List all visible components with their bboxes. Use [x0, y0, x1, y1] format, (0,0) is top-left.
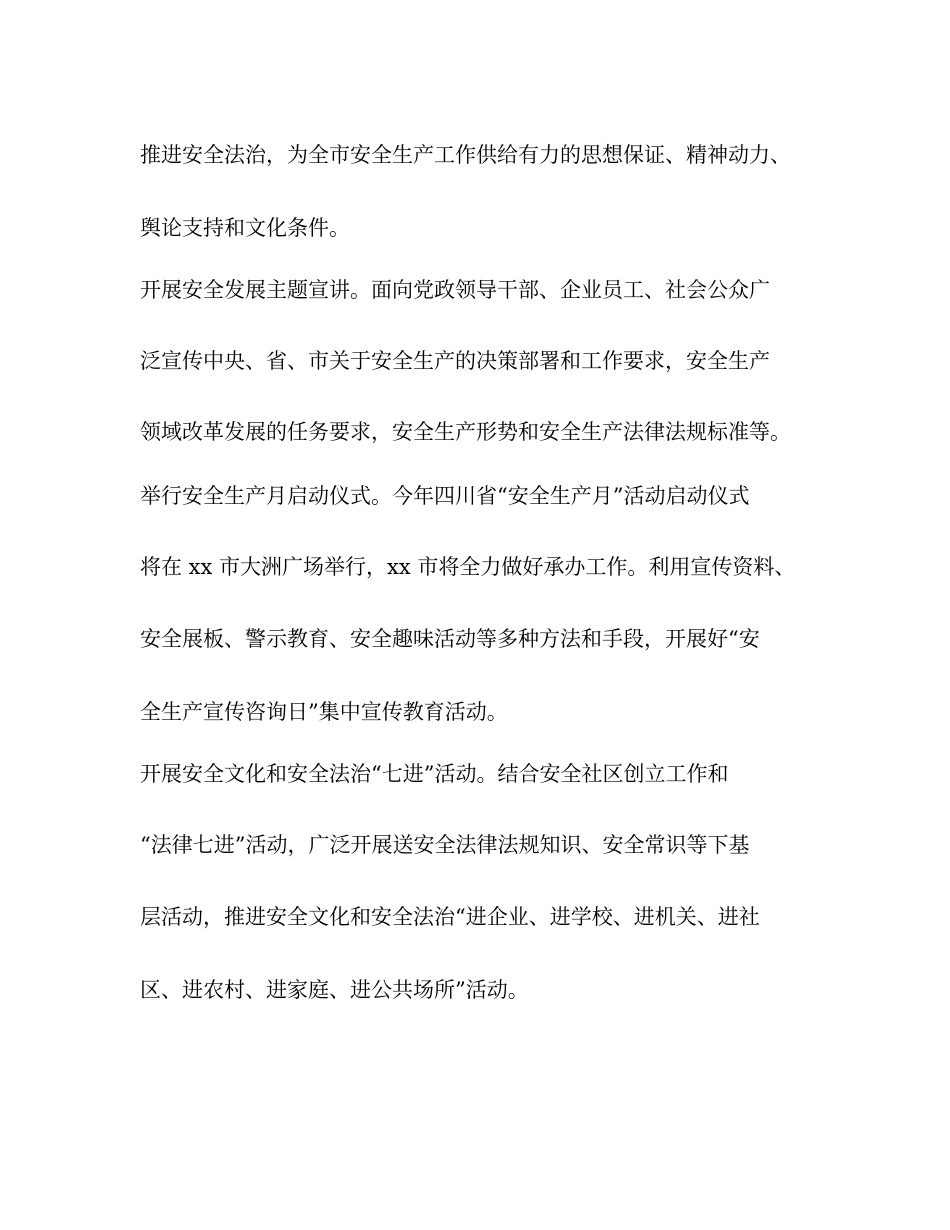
- text-line: 区、进农村、进家庭、进公共场所”活动。: [140, 978, 529, 1002]
- text-line: 推进安全法治，为全市安全生产工作供给有力的思想保证、精神动力、: [140, 143, 791, 167]
- text-line: 全生产宣传咨询日”集中宣传教育活动。: [140, 700, 508, 724]
- text-line: 举行安全生产月启动仪式。今年四川省“安全生产月”活动启动仪式: [140, 484, 750, 508]
- text-line: 安全展板、警示教育、安全趣味活动等多种方法和手段，开展好“安: [140, 627, 760, 651]
- text-line: “法律七进”活动，广泛开展送安全法律法规知识、安全常识等下基: [140, 833, 750, 857]
- text-line: 开展安全发展主题宣讲。面向党政领导干部、企业员工、社会公众广: [140, 278, 770, 302]
- text-line: 层活动，推进安全文化和安全法治“进企业、进学校、进机关、进社: [140, 905, 760, 929]
- text-line: 舆论支持和文化条件。: [140, 216, 350, 240]
- text-line: 领域改革发展的任务要求，安全生产形势和安全生产法律法规标准等。: [140, 420, 791, 444]
- text-line: 泛宣传中央、省、市关于安全生产的决策部署和工作要求，安全生产: [140, 349, 770, 373]
- text-line: 开展安全文化和安全法治“七进”活动。结合安全社区创立工作和: [140, 762, 729, 786]
- text-line: 将在 xx 市大洲广场举行，xx 市将全力做好承办工作。利用宣传资料、: [140, 555, 796, 579]
